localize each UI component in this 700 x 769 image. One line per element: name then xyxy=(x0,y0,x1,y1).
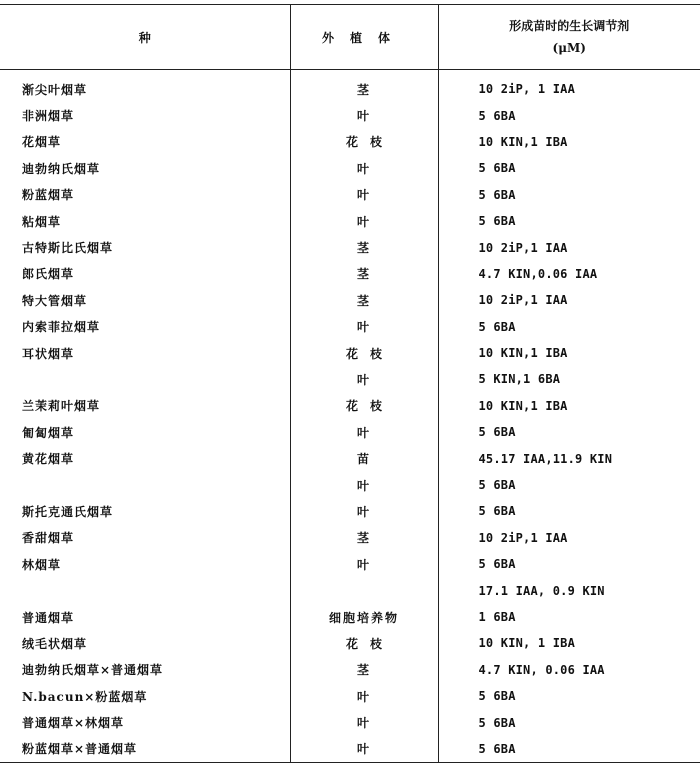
regulator-cell: 45.17 IAA,11.9 KIN xyxy=(478,451,613,466)
regulator-cell: 4.7 KIN,0.06 IAA xyxy=(478,266,598,281)
explant-cell: 叶 xyxy=(290,736,438,763)
species-cell: 斯托克通氏烟草 xyxy=(0,498,290,524)
regulator-cell: 17.1 IAA, 0.9 KIN xyxy=(478,583,605,598)
species-cell: 耳状烟草 xyxy=(0,340,290,366)
explant-cell: 叶 xyxy=(290,419,438,445)
table-row xyxy=(0,445,700,471)
species-cell: 古特斯比氏烟草 xyxy=(0,234,290,260)
table-row xyxy=(0,683,700,709)
explant-cell: 茎 xyxy=(290,76,438,102)
table-row xyxy=(0,393,700,419)
table-row xyxy=(0,551,700,577)
explant-cell: 花枝 xyxy=(290,630,438,656)
explant-cell: 苗 xyxy=(290,445,438,471)
regulator-cell: 5 6BA xyxy=(478,108,516,123)
species-cell xyxy=(0,472,290,498)
regulator-header-unit: (μM) xyxy=(552,41,586,55)
regulator-cell: 5 6BA xyxy=(478,319,516,334)
table-row xyxy=(0,234,700,260)
regulator-cell: 5 KIN,1 6BA xyxy=(478,372,561,387)
table-row xyxy=(0,709,700,735)
regulator-cell: 5 6BA xyxy=(478,187,516,202)
regulator-cell: 10 2iP,1 IAA xyxy=(478,240,568,255)
species-cell: 粘烟草 xyxy=(0,208,290,234)
species-cell: 郎氏烟草 xyxy=(0,261,290,287)
column-header-species: 种 xyxy=(0,5,290,70)
column-header-explant: 外植体 xyxy=(290,5,438,70)
explant-cell xyxy=(290,577,438,603)
explant-cell: 叶 xyxy=(290,208,438,234)
species-cell xyxy=(0,366,290,392)
growth-regulator-table xyxy=(0,4,700,763)
regulator-cell: 5 6BA xyxy=(478,478,516,493)
regulator-cell: 5 6BA xyxy=(478,425,516,440)
explant-cell: 茎 xyxy=(290,234,438,260)
explant-cell: 叶 xyxy=(290,366,438,392)
species-cell: 非洲烟草 xyxy=(0,102,290,128)
table-row xyxy=(0,314,700,340)
species-cell: 林烟草 xyxy=(0,551,290,577)
regulator-cell: 1 6BA xyxy=(478,610,516,624)
explant-cell: 茎 xyxy=(290,657,438,683)
species-cell: 普通烟草 xyxy=(0,604,290,630)
species-cell: 花烟草 xyxy=(0,129,290,155)
table-row xyxy=(0,261,700,287)
explant-cell: 叶 xyxy=(290,551,438,577)
explant-cell: 花枝 xyxy=(290,340,438,366)
regulator-cell: 5 6BA xyxy=(478,214,516,229)
explant-cell: 叶 xyxy=(290,182,438,208)
table-row xyxy=(0,419,700,445)
species-cell: 绒毛状烟草 xyxy=(0,630,290,656)
table-row xyxy=(0,577,700,603)
table-row xyxy=(0,498,700,524)
species-cell xyxy=(0,577,290,603)
table-row xyxy=(0,472,700,498)
species-cell: 内索菲拉烟草 xyxy=(0,314,290,340)
species-cell: 普通烟草×林烟草 xyxy=(0,709,290,735)
regulator-cell: 5 6BA xyxy=(478,689,516,704)
regulator-header-title: 形成苗时的生长调节剂 xyxy=(509,19,630,33)
regulator-cell: 5 6BA xyxy=(478,557,516,572)
regulator-cell: 10 2iP, 1 IAA xyxy=(478,82,576,97)
table-row xyxy=(0,340,700,366)
species-cell: 粉蓝烟草 xyxy=(0,182,290,208)
regulator-cell: 5 6BA xyxy=(478,715,516,730)
table-row xyxy=(0,657,700,683)
explant-cell: 茎 xyxy=(290,287,438,313)
regulator-cell: 10 KIN,1 IBA xyxy=(478,398,568,413)
table-row xyxy=(0,287,700,313)
explant-cell: 叶 xyxy=(290,709,438,735)
explant-cell: 细胞培养物 xyxy=(290,604,438,630)
explant-cell: 花枝 xyxy=(290,393,438,419)
table-row xyxy=(0,736,700,763)
table-row xyxy=(0,525,700,551)
explant-cell: 叶 xyxy=(290,498,438,524)
species-cell: 迪勃纳氏烟草 xyxy=(0,155,290,181)
regulator-cell: 5 6BA xyxy=(478,161,516,176)
explant-cell: 叶 xyxy=(290,472,438,498)
regulator-cell: 5 6BA xyxy=(478,504,516,519)
table-row xyxy=(0,604,700,630)
explant-cell: 茎 xyxy=(290,525,438,551)
explant-cell: 茎 xyxy=(290,261,438,287)
table-row xyxy=(0,366,700,392)
column-header-regulator xyxy=(438,5,700,70)
species-cell: 迪勃纳氏烟草×普通烟草 xyxy=(0,657,290,683)
regulator-cell: 10 KIN,1 IBA xyxy=(478,346,568,361)
regulator-cell: 5 6BA xyxy=(438,736,700,763)
table-row xyxy=(0,155,700,181)
regulator-cell: 10 KIN,1 IBA xyxy=(478,134,568,149)
species-cell: 粉蓝烟草×普通烟草 xyxy=(0,736,290,763)
table-row xyxy=(0,208,700,234)
explant-cell: 花枝 xyxy=(290,129,438,155)
table-row xyxy=(0,182,700,208)
species-cell: 黄花烟草 xyxy=(0,445,290,471)
table-body xyxy=(0,70,700,763)
regulator-cell: 10 KIN, 1 IBA xyxy=(478,636,576,651)
species-cell: 香甜烟草 xyxy=(0,525,290,551)
regulator-cell: 10 2iP,1 IAA xyxy=(478,530,568,545)
regulator-cell: 4.7 KIN, 0.06 IAA xyxy=(478,662,605,677)
explant-cell: 叶 xyxy=(290,683,438,709)
table-row xyxy=(0,102,700,128)
species-cell: 兰茉莉叶烟草 xyxy=(0,393,290,419)
explant-cell: 叶 xyxy=(290,102,438,128)
species-cell: N.bacun×粉蓝烟草 xyxy=(0,683,290,709)
table-row xyxy=(0,630,700,656)
species-cell: 特大管烟草 xyxy=(0,287,290,313)
explant-cell: 叶 xyxy=(290,155,438,181)
table-row xyxy=(0,76,700,102)
species-cell: 渐尖叶烟草 xyxy=(0,76,290,102)
table-row xyxy=(0,129,700,155)
table-header-row xyxy=(0,5,700,70)
species-cell: 匍匐烟草 xyxy=(0,419,290,445)
explant-cell: 叶 xyxy=(290,314,438,340)
regulator-cell: 10 2iP,1 IAA xyxy=(478,293,568,308)
